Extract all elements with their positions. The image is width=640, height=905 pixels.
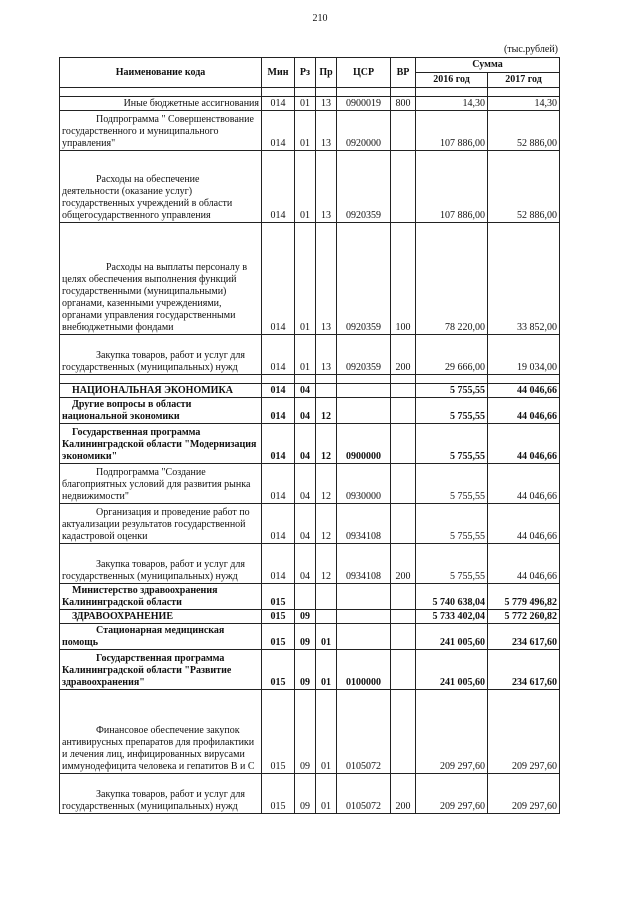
row-pr bbox=[316, 584, 337, 610]
row-csr: 0920000 bbox=[337, 111, 391, 151]
row-vr bbox=[391, 610, 416, 624]
row-2017: 52 886,00 bbox=[488, 151, 560, 223]
table-row bbox=[60, 690, 560, 774]
row-pr: 01 bbox=[316, 624, 337, 650]
row-min: 014 bbox=[262, 223, 295, 335]
row-name: Государственная программа Калининградской области "Развитие здравоохранения" bbox=[60, 650, 262, 690]
row-min: 014 bbox=[262, 464, 295, 504]
row-name: Министерство здравоохранения Калининградской области bbox=[60, 584, 262, 610]
row-rz: 04 bbox=[295, 544, 316, 584]
row-2017: 5 779 496,82 bbox=[488, 584, 560, 610]
row-vr bbox=[391, 650, 416, 690]
row-name: Иные бюджетные ассигнования bbox=[60, 97, 262, 111]
row-min: 014 bbox=[262, 504, 295, 544]
table-row bbox=[60, 464, 560, 504]
table-row bbox=[60, 111, 560, 151]
row-csr: 0934108 bbox=[337, 544, 391, 584]
row-min: 014 bbox=[262, 111, 295, 151]
row-csr bbox=[337, 584, 391, 610]
row-2016: 209 297,60 bbox=[416, 690, 488, 774]
row-name: Закупка товаров, работ и услуг для государственных (муниципальных) нужд bbox=[60, 335, 262, 375]
row-pr: 13 bbox=[316, 223, 337, 335]
row-min: 014 bbox=[262, 151, 295, 223]
row-vr: 200 bbox=[391, 335, 416, 375]
row-name: НАЦИОНАЛЬНАЯ ЭКОНОМИКА bbox=[60, 384, 262, 398]
row-vr: 800 bbox=[391, 97, 416, 111]
row-csr bbox=[337, 384, 391, 398]
row-min: 015 bbox=[262, 584, 295, 610]
header-vr: ВР bbox=[391, 58, 416, 88]
row-pr: 01 bbox=[316, 774, 337, 814]
row-vr bbox=[391, 398, 416, 424]
row-pr: 13 bbox=[316, 335, 337, 375]
row-rz: 01 bbox=[295, 151, 316, 223]
row-min: 014 bbox=[262, 97, 295, 111]
row-rz: 04 bbox=[295, 504, 316, 544]
row-vr: 100 bbox=[391, 223, 416, 335]
row-pr bbox=[316, 610, 337, 624]
row-min: 014 bbox=[262, 384, 295, 398]
row-pr: 12 bbox=[316, 424, 337, 464]
row-2016: 5 755,55 bbox=[416, 398, 488, 424]
row-min: 014 bbox=[262, 398, 295, 424]
row-pr: 12 bbox=[316, 504, 337, 544]
header-2016: 2016 год bbox=[416, 73, 488, 88]
row-min: 014 bbox=[262, 544, 295, 584]
row-2017: 234 617,60 bbox=[488, 650, 560, 690]
row-vr: 200 bbox=[391, 774, 416, 814]
row-vr bbox=[391, 584, 416, 610]
row-rz: 04 bbox=[295, 464, 316, 504]
row-name: Государственная программа Калининградской области "Модернизация экономики" bbox=[60, 424, 262, 464]
table-row bbox=[60, 384, 560, 398]
row-2017: 33 852,00 bbox=[488, 223, 560, 335]
row-name: Финансовое обеспечение закупок антивирусных препаратов для профилактики и лечения лиц, инфицированных вирусами иммунодефицита человека и гепатитов В и С bbox=[60, 690, 262, 774]
row-2017: 44 046,66 bbox=[488, 384, 560, 398]
row-2017: 14,30 bbox=[488, 97, 560, 111]
row-pr: 13 bbox=[316, 111, 337, 151]
row-pr bbox=[316, 384, 337, 398]
header-rz: Рз bbox=[295, 58, 316, 88]
header-pr: Пр bbox=[316, 58, 337, 88]
row-rz bbox=[295, 584, 316, 610]
row-vr bbox=[391, 464, 416, 504]
header-min: Мин bbox=[262, 58, 295, 88]
table-row bbox=[60, 335, 560, 375]
row-name: Организация и проведение работ по актуализации результатов государственной кадастровой оценки bbox=[60, 504, 262, 544]
row-2016: 5 755,55 bbox=[416, 504, 488, 544]
row-name: Стационарная медицинская помощь bbox=[60, 624, 262, 650]
row-2016: 5 755,55 bbox=[416, 384, 488, 398]
row-rz: 09 bbox=[295, 624, 316, 650]
row-csr: 0920359 bbox=[337, 335, 391, 375]
table-row bbox=[60, 584, 560, 610]
row-2017: 44 046,66 bbox=[488, 544, 560, 584]
header-sum: Сумма bbox=[416, 58, 560, 73]
row-vr bbox=[391, 504, 416, 544]
row-name: Расходы на обеспечение деятельности (оказание услуг) государственных учреждений в области общегосударственного управления bbox=[60, 151, 262, 223]
row-vr bbox=[391, 424, 416, 464]
row-2016: 5 755,55 bbox=[416, 464, 488, 504]
row-name: Закупка товаров, работ и услуг для государственных (муниципальных) нужд bbox=[60, 774, 262, 814]
table-row bbox=[60, 223, 560, 335]
table-row bbox=[60, 610, 560, 624]
row-2017: 52 886,00 bbox=[488, 111, 560, 151]
row-name: Закупка товаров, работ и услуг для государственных (муниципальных) нужд bbox=[60, 544, 262, 584]
row-2016: 241 005,60 bbox=[416, 624, 488, 650]
row-vr bbox=[391, 151, 416, 223]
row-2017: 44 046,66 bbox=[488, 504, 560, 544]
row-min: 015 bbox=[262, 610, 295, 624]
row-2016: 209 297,60 bbox=[416, 774, 488, 814]
header-name: Наименование кода bbox=[60, 58, 262, 88]
row-name: Другие вопросы в области национальной экономики bbox=[60, 398, 262, 424]
row-2017: 209 297,60 bbox=[488, 774, 560, 814]
table-row bbox=[60, 650, 560, 690]
row-csr: 0105072 bbox=[337, 690, 391, 774]
row-name: Подпрограмма "Создание благоприятных условий для развития рынка недвижимости" bbox=[60, 464, 262, 504]
row-2016: 5 733 402,04 bbox=[416, 610, 488, 624]
row-pr: 01 bbox=[316, 690, 337, 774]
row-2016: 107 886,00 bbox=[416, 151, 488, 223]
table-row bbox=[60, 774, 560, 814]
row-csr: 0900019 bbox=[337, 97, 391, 111]
row-rz: 01 bbox=[295, 223, 316, 335]
table-row bbox=[60, 151, 560, 223]
row-vr bbox=[391, 624, 416, 650]
row-vr bbox=[391, 111, 416, 151]
row-2017: 44 046,66 bbox=[488, 424, 560, 464]
row-csr bbox=[337, 398, 391, 424]
row-2016: 78 220,00 bbox=[416, 223, 488, 335]
row-csr: 0920359 bbox=[337, 151, 391, 223]
row-rz: 09 bbox=[295, 690, 316, 774]
row-rz: 09 bbox=[295, 650, 316, 690]
row-vr: 200 bbox=[391, 544, 416, 584]
row-rz: 09 bbox=[295, 610, 316, 624]
row-2016: 14,30 bbox=[416, 97, 488, 111]
table-row bbox=[60, 398, 560, 424]
row-csr bbox=[337, 610, 391, 624]
header-csr: ЦСР bbox=[337, 58, 391, 88]
table-row bbox=[60, 424, 560, 464]
row-min: 015 bbox=[262, 624, 295, 650]
row-rz: 01 bbox=[295, 111, 316, 151]
row-2017: 209 297,60 bbox=[488, 690, 560, 774]
header-2017: 2017 год bbox=[488, 73, 560, 88]
row-rz: 09 bbox=[295, 774, 316, 814]
row-pr: 12 bbox=[316, 464, 337, 504]
row-vr bbox=[391, 384, 416, 398]
row-rz: 04 bbox=[295, 424, 316, 464]
table-row bbox=[60, 624, 560, 650]
row-pr: 01 bbox=[316, 650, 337, 690]
row-csr: 0930000 bbox=[337, 464, 391, 504]
table-row bbox=[60, 504, 560, 544]
row-pr: 13 bbox=[316, 151, 337, 223]
row-min: 015 bbox=[262, 650, 295, 690]
row-rz: 04 bbox=[295, 398, 316, 424]
row-rz: 01 bbox=[295, 97, 316, 111]
row-2017: 44 046,66 bbox=[488, 464, 560, 504]
row-2016: 5 755,55 bbox=[416, 424, 488, 464]
row-name: ЗДРАВООХРАНЕНИЕ bbox=[60, 610, 262, 624]
budget-table bbox=[59, 57, 560, 814]
table-row bbox=[60, 544, 560, 584]
row-2017: 44 046,66 bbox=[488, 398, 560, 424]
table-row bbox=[60, 97, 560, 111]
row-vr bbox=[391, 690, 416, 774]
row-min: 015 bbox=[262, 774, 295, 814]
row-rz: 01 bbox=[295, 335, 316, 375]
row-name: Расходы на выплаты персоналу в целях обеспечения выполнения функций государственными (муниципальными) органами, казенными учреждениями, органами управления государственными внебюджетными фондами bbox=[60, 223, 262, 335]
row-2017: 234 617,60 bbox=[488, 624, 560, 650]
row-min: 015 bbox=[262, 690, 295, 774]
row-pr: 13 bbox=[316, 97, 337, 111]
row-csr: 0105072 bbox=[337, 774, 391, 814]
row-2017: 19 034,00 bbox=[488, 335, 560, 375]
row-2016: 29 666,00 bbox=[416, 335, 488, 375]
row-2016: 241 005,60 bbox=[416, 650, 488, 690]
row-2016: 5 755,55 bbox=[416, 544, 488, 584]
row-csr bbox=[337, 624, 391, 650]
row-pr: 12 bbox=[316, 544, 337, 584]
row-csr: 0100000 bbox=[337, 650, 391, 690]
row-csr: 0900000 bbox=[337, 424, 391, 464]
row-name: Подпрограмма " Совершенствование государственного и муниципального управления" bbox=[60, 111, 262, 151]
page-number: 210 bbox=[312, 13, 328, 24]
units-label: (тыс.рублей) bbox=[503, 44, 558, 55]
row-min: 014 bbox=[262, 424, 295, 464]
row-min: 014 bbox=[262, 335, 295, 375]
row-2017: 5 772 260,82 bbox=[488, 610, 560, 624]
row-csr: 0920359 bbox=[337, 223, 391, 335]
row-2016: 5 740 638,04 bbox=[416, 584, 488, 610]
row-pr: 12 bbox=[316, 398, 337, 424]
row-rz: 04 bbox=[295, 384, 316, 398]
row-2016: 107 886,00 bbox=[416, 111, 488, 151]
row-csr: 0934108 bbox=[337, 504, 391, 544]
